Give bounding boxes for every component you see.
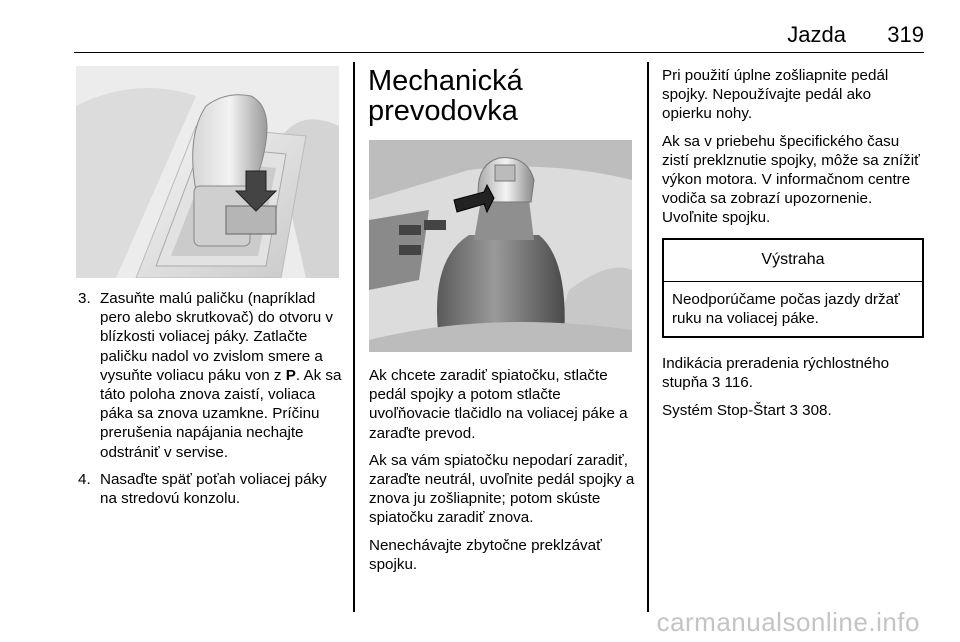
reference-page: 116. [724,374,753,392]
reference-page: 308. [802,401,832,419]
step-list [78,289,343,508]
section-title: Mechanická prevodovka [368,65,523,127]
gear-selector-figure [76,66,339,278]
right-column [662,66,924,428]
column-divider [353,62,355,612]
step-text: Zasuňte malú paličku (napríklad pero alebo skrutkovač) do otvoru v blízkosti voliacej páky. Zatlačte paličku nadol vo zvislom smere a vysuňte voliacu páku von z [100,290,333,384]
step-text: Nasaďte späť poťah voliacej páky na stredovú konzolu. [100,470,327,508]
step-text-cont: . Ak sa táto poloha znova zaistí, voliaca páka sa znova uzamkne. Príčinu prerušenia napájania nechajte odstrániť v servise. [100,366,342,461]
paragraph: Pri použití úplne zošliapnite pedál spojky. Nepoužívajte pedál ako opierku nohy. [662,67,889,123]
paragraph: Ak sa vám spiatočku nepodarí zaradiť, zaraďte neutrál, uvoľnite pedál spojky a znova ju zošliapnite; potom skúste spiatočku zaradiť znova. [369,451,635,527]
chapter-title: Jazda [787,22,846,47]
page-arrow-icon: 3 [711,374,721,392]
list-item [78,470,343,508]
column-divider [647,62,649,612]
reference-text: Systém Stop-Štart [662,401,786,419]
step-number: 3. [78,290,91,307]
paragraph: Nenechávajte zbytočne preklzávať spojku. [369,536,602,573]
left-column [78,289,343,516]
list-item [78,289,343,462]
cross-reference[interactable] [662,354,924,392]
warning-title: Výstraha [664,240,922,282]
warning-text: Neodporúčame počas jazdy držať ruku na voliacej páke. [672,290,900,328]
gear-position-label: P [285,366,296,384]
cross-reference[interactable] [662,401,924,420]
manual-gearshift-figure [369,140,632,352]
watermark: carmanualsonline.info [656,607,920,637]
page-arrow-icon: 3 [789,401,798,419]
page-number: 319 [887,22,924,47]
reference-text: Indikácia preradenia rýchlostného stupňa [662,355,890,392]
middle-column [369,366,639,582]
step-number: 4. [78,470,91,488]
paragraph: Ak sa v priebehu špecifického času zistí preklznutie spojky, môže sa znížiť výkon motora. V informačnom centre vodiča sa zobrazí upozornenie. Uvoľnite spojku. [662,132,920,227]
page-header [74,0,924,53]
warning-box [662,238,924,339]
paragraph: Ak chcete zaradiť spiatočku, stlačte pedál spojky a potom stlačte uvoľňovacie tlačidlo na voliacej páke a zaraďte prevod. [369,367,628,442]
